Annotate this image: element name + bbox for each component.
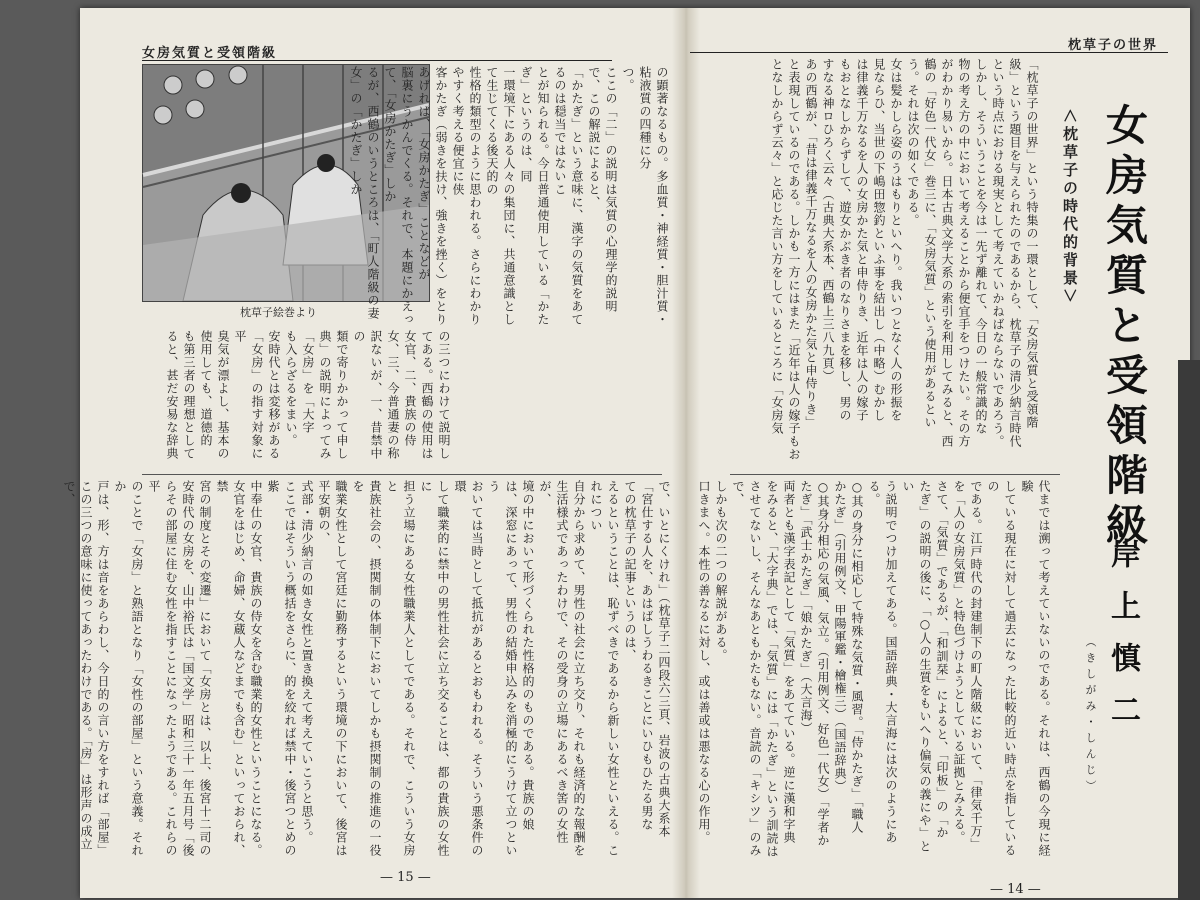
right-upper-paragraph-1: 「枕草子の世界」という特集の一環として、「女房気質と受領階 [1025,58,1039,429]
right-lower-paragraph-14: させてないし、そんなあともかたもない。音読の「キシツ」のみで、 [731,480,762,857]
left-lower-paragraph-11: 担う立場にある女性職業人としてである。それで、こういう女房と [385,480,416,857]
left-lower-paragraph-18: 宮の制度とその変遷」において「女房とは、以上、後宮十二司の [198,480,212,857]
right-upper-paragraph-9: 女は髪かしら姿のうはもりといへり。我いつとなく人の形振を [889,58,903,422]
left-column-divider [142,474,662,475]
left-middle-paragraph-9: 「女房」の指す対象に平 [233,330,264,460]
left-lower-paragraph-20: らその部屋に住む女性を指すことになったようである。これらの平 [147,480,178,857]
left-lower-paragraph-6: 生活様式であったわけで、その受身の立場にあるべき筈の女性が、 [538,480,569,844]
left-lower-paragraph-9: おいては当時として抵抗があるとおもわれる。そういう悪条件の環 [453,480,484,857]
left-lower-paragraph-13: 職業女性として宮廷に勤務するという環境の下において、後宮は平安朝の、 [317,480,348,857]
left-upper-paragraph-2: つ。 [621,66,635,92]
book-spread [62,8,1190,898]
left-upper-paragraph-4: 「かたぎ」という意味に、漢字の気質をあてるのは穏当ではないこ [553,66,584,326]
image-caption: 枕草子絵巻より [240,306,317,319]
left-middle-paragraph-8: 安時代とは変移がある [267,330,281,460]
left-page [62,8,680,898]
right-lower-paragraph-9: かたぎ」（引用例文、甲陽軍鑑・檜権三）（国語辞典） [833,480,847,793]
right-lower-paragraph-1: 代までは溯って考えていないのである。それは、西鶴の今現に経験 [1020,480,1051,857]
right-lower-paragraph-8: ○其の身分に相応して特殊な気質・風習。「侍かたぎ」「職人 [850,480,864,834]
right-lower-paragraph-10: ○其身分相応の気風、気立。（引用例文、好色一代女）「学者か [816,480,830,847]
left-upper-paragraph-5: とが知られる。今日普通使用している「かたぎ」というのは、同 [519,66,550,326]
left-lower-paragraph-7: 境の中において形づくられた性格的のものである。貴族の娘 [521,480,535,831]
right-lower-paragraph-2: している現在に対して過去になった比較的近い時点を指しているの [986,480,1017,857]
left-upper-paragraph-10: るが、西鶴のいうところは、「町人階級の妻女」の「かたぎ」しか [349,66,380,320]
left-upper-paragraph-7: 性格的類型のように思われる。さらにわかりやすく考える便宜に侠 [451,66,482,326]
right-upper-paragraph-16: となしからず云々」と応じた言い方をしているところに「女房気 [770,58,784,435]
left-middle-paragraph-4: 類で寄りかかって申し [335,330,349,460]
right-lower-paragraph-11: たぎ」「武士かたぎ」「娘かたぎ」（大言海） [799,480,813,735]
right-lower-paragraph-3: である。江戸時代の封建制下の町人階級において、「律気千万」 [969,480,983,851]
left-lower-paragraph-22: 戸は、形、方は音をあらわし、今日的の言い方をすれば「部屋」 [96,480,110,857]
left-lower-paragraph-12: 貴族社会の、摂関制の体制下においてしかも摂関制の推進の一役を [351,480,382,857]
right-upper-paragraph-14: あの西鶴が、「昔は律義千万なるを人の女房かた気と申侍りき」 [804,58,818,429]
page-number-15: — 15 — [380,870,431,885]
author-reading: （きしがみ・しんじ） [1084,636,1097,796]
left-lower-paragraph-19: 安時代の女房を、山中裕氏は「国文学」昭和三十一年五月号「後 [181,480,195,857]
right-upper-paragraph-13: すなる神ロひろく云々（古典大系本、西鶴上三八九頁） [821,58,835,383]
right-lower-paragraph-4: を「人の女房気質」と特色づけようとしている証拠とみえる。 [952,480,966,844]
right-lower-paragraph-12: 両者とも漢字表記として「気質」をあてている。逆に漢和字典 [782,480,796,844]
right-upper-paragraph-7: 鶴の「好色一代女」巻三に、「女房気質」という使用があるとい [923,58,937,429]
right-column-divider [730,474,1060,475]
left-middle-paragraph-12: も第三者の理想として [182,330,196,460]
right-upper-paragraph-11: は律義千万なるを人の女房かた気と申侍りき、近年は人の嫁子 [855,58,869,422]
left-lower-paragraph-17: 女官をはじめ、命婦、女蔵人などまでも含む」といっておられ、禁 [215,480,246,857]
page-number-14: — 14 — [990,882,1041,897]
right-upper-paragraph-6: がわかり易いから。日本古典文学大系の索引を利用してみると、西 [940,58,954,448]
left-upper-paragraph-3: ここの「二」の説明は気質の心理学的説明で、この解説によると、 [587,66,618,313]
right-upper-text [756,58,1040,468]
left-page-header: 女房気質と受領階級 [142,46,278,61]
left-lower-paragraph-5: 自分から求めて、男性の社会に立ち交り、それも経済的な報酬を [572,480,586,857]
right-lower-paragraph-13: をみると、「大字典」では、「気質」には「かたぎ」という訓読は [765,480,779,858]
left-lower-paragraph-8: は、深窓にあって、男性の結婚申込みを消極的にうけて立つという [487,480,518,857]
left-middle-paragraph-13: ると、甚だ安易な辞典 [165,330,179,460]
left-upper-paragraph-1: の顕著なるもの。多血質・神経質・胆汁質・粘液質の四種に分 [638,66,669,326]
left-middle-paragraph-6: 「女房」を「大字 [301,330,315,434]
left-middle-paragraph-10: 臭気が漂よし、基本の [216,330,230,460]
right-lower-paragraph-6: たぎ」の説明の後に、「○人の生質をもいへり偏気の義にや」とい [901,480,932,853]
left-lower-paragraph-10: して職業的に禁中の男性社会に立ち交ることは、都の貴族の女性に [419,480,450,857]
background-edge [1178,360,1200,900]
right-upper-paragraph-8: う。それは次の如くである。 [906,58,920,227]
left-middle-paragraph-5: 典」の説明によってみ [318,330,332,460]
right-lower-paragraph-15: しかも次の二つの解説がある。 [714,480,728,662]
left-middle-text [142,330,452,468]
left-lower-paragraph-21: のことで「女房」と熟語となり「女性の部屋」という意義。それか [113,480,144,857]
left-lower-paragraph-2: 「宮仕する人を、あはばしうわるきことにいひもひたる男な [640,480,654,831]
left-lower-paragraph-3: ての枕草子の記事というのは、 [623,480,637,662]
right-upper-paragraph-5: 物の考え方の中において考えることから便宜手をつけたい。その方 [957,58,971,448]
left-lower-paragraph-23: この三つの意味に使ってあったわけである。「房」は形声の成立で、 [62,480,93,851]
article-title: 女房気質と受領階級 [1100,103,1149,553]
right-upper-paragraph-12: もおとなしからずして、遊女かぶき者のなりさまを移し、男の [838,58,852,422]
left-middle-paragraph-3: 訳ないが、一、昔禁中の [352,330,383,460]
left-middle-paragraph-2: 女官、二、貴族の侍女、三、今普通妻の称 [386,330,417,460]
right-lower-paragraph-5: さて、「気質」であるが、「和訓栞」によると、「印板」の「か [935,480,949,839]
left-upper-paragraph-8: 客かたぎ（弱きを扶け、強きを挫く）をとりあげれば、「女房かたぎ」ことなどが [417,66,448,326]
left-lower-paragraph-1: で、いとにくけれ」（枕草子二四段六三頁、岩波の古典大系本 [657,480,671,838]
left-header-rule [142,60,612,61]
left-middle-paragraph-1: の三つにわけて説明してある。西鶴の使用は [420,330,451,460]
left-upper-text [349,66,670,326]
right-lower-paragraph-16: 口きまへ。本性の善なるに対し、或は善或は悪なる心の作用。 [697,480,711,844]
left-lower-paragraph-15: ここではそういう概括をさらに、的を絞れば禁中・後宮つとめの紫 [266,480,297,857]
right-page-header: 枕草子の世界 [1068,38,1159,53]
right-upper-paragraph-4: しかし、そういうことを今は一先ず離れて、今日の一般常識的な [974,58,988,435]
right-upper-paragraph-3: という時点における現実として考えていかねばならないであろう。 [991,58,1005,448]
article-subtitle: ＜枕草子の時代的背景＞ [1061,108,1079,307]
right-upper-paragraph-10: 見ならひ、当世の下嶋田惣釣といふ事を結出し（中略）むかし [872,58,886,422]
right-lower-text [697,480,1052,860]
left-middle-paragraph-11: 使用しても、道徳的 [199,330,213,447]
author-name: 岸上慎二 [1105,538,1140,746]
left-lower-paragraph-4: えるということは、恥ずべきであるから新しい女性といえる。これについ [589,480,620,857]
right-page [690,8,1190,898]
left-lower-paragraph-14: 式部・清少納言の如き女性と置き換えて考えていこうと思う。 [300,480,314,844]
left-lower-paragraph-16: 中奉仕の女官、貴族の侍女を含む職業的女性ということになる。 [249,480,263,857]
right-upper-paragraph-15: と表現しているのである。しかも一方にはまた「近年は人の嫁子もお [787,58,801,461]
right-header-rule [690,52,1168,53]
left-lower-text [62,480,672,858]
right-upper-paragraph-2: 級」という題目を与えられたのであるから、枕草子の清少納言時代 [1008,58,1022,448]
left-middle-paragraph-7: も入らざるをまい。 [284,330,298,447]
right-lower-paragraph-7: う説明でつけ加えてある。国語辞典・大言海には次のようにある。 [867,480,898,844]
left-upper-paragraph-6: 一環境下にある人々の集団に、共通意識として生じてくる後天的の [485,66,516,326]
left-upper-paragraph-9: 脳裏にうかんでくる。それで、本題にかえって、「女房かたぎ」しか [383,66,414,326]
